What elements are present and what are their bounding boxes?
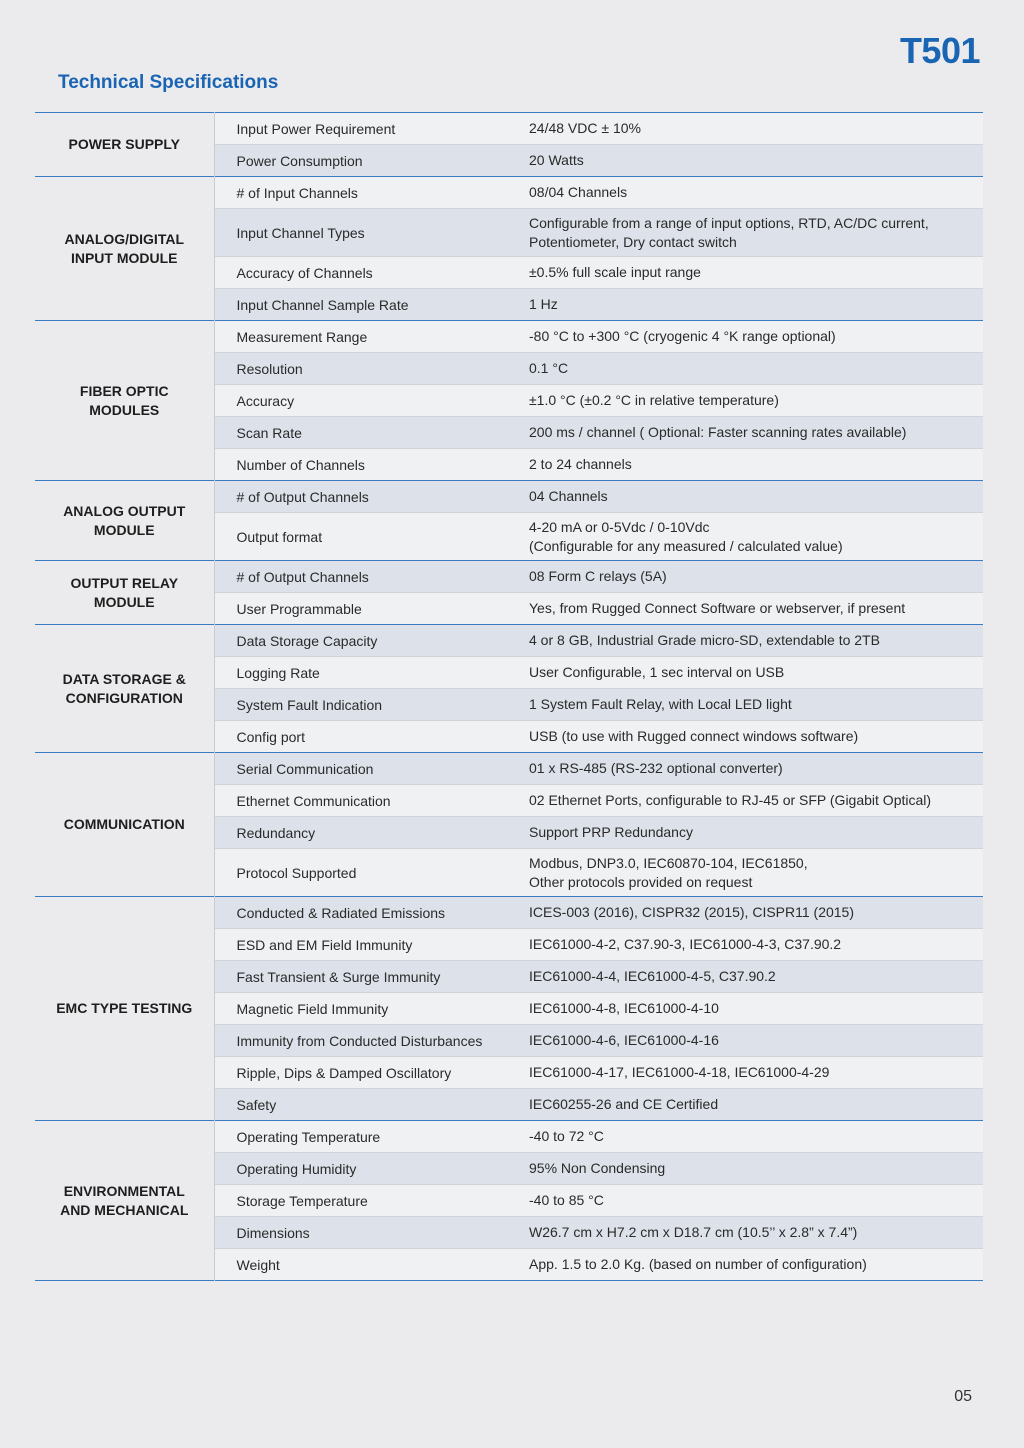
- spec-value-line: W26.7 cm x H7.2 cm x D18.7 cm (10.5’’ x 2.8” x 7.4”): [529, 1224, 858, 1240]
- spec-value-line: 08 Form C relays (5A): [529, 568, 667, 584]
- spec-label: Input Channel Sample Rate: [214, 289, 507, 321]
- spec-value: [507, 1089, 983, 1121]
- category-label: [35, 897, 214, 1121]
- spec-value-line: 0.1 °C: [529, 360, 569, 376]
- spec-label: Conducted & Radiated Emissions: [214, 897, 507, 929]
- spec-value-line: Configurable from a range of input options, RTD, AC/DC current,: [529, 214, 929, 231]
- spec-value-line: User Configurable, 1 sec interval on USB: [529, 664, 785, 680]
- spec-value-line: (Configurable for any measured / calculated value): [529, 537, 843, 554]
- spec-label: Power Consumption: [214, 145, 507, 177]
- spec-value: [507, 1025, 983, 1057]
- spec-value: [507, 561, 983, 593]
- spec-value: [507, 385, 983, 417]
- category-line: EMC TYPE TESTING: [56, 1000, 193, 1016]
- spec-value-line: 4 or 8 GB, Industrial Grade micro-SD, extendable to 2TB: [529, 632, 880, 648]
- product-model-title: T501: [899, 30, 980, 71]
- spec-value-line: 2 to 24 channels: [529, 456, 632, 472]
- spec-value-line: IEC61000-4-2, C37.90-3, IEC61000-4-3, C37.90.2: [529, 936, 842, 952]
- table-row: [35, 625, 983, 657]
- spec-label: Ethernet Communication: [214, 785, 507, 817]
- spec-value-line: Modbus, DNP3.0, IEC60870-104, IEC61850,: [529, 854, 808, 871]
- spec-group: [35, 753, 983, 897]
- spec-value-line: ±0.5% full scale input range: [529, 264, 701, 280]
- spec-label: Magnetic Field Immunity: [214, 993, 507, 1025]
- spec-value: [507, 817, 983, 849]
- table-row: [35, 1121, 983, 1153]
- spec-value-line: Other protocols provided on request: [529, 873, 753, 890]
- category-line: POWER SUPPLY: [68, 136, 180, 152]
- spec-label: Accuracy: [214, 385, 507, 417]
- spec-value: [507, 353, 983, 385]
- table-row: [35, 753, 983, 785]
- spec-value: [507, 993, 983, 1025]
- category-label: [35, 177, 214, 321]
- spec-group: [35, 321, 983, 481]
- spec-value-line: 20 Watts: [529, 152, 584, 168]
- spec-value-line: 04 Channels: [529, 488, 608, 504]
- spec-label: Config port: [214, 721, 507, 753]
- spec-label: Weight: [214, 1249, 507, 1281]
- spec-value: [507, 1153, 983, 1185]
- spec-value: [507, 257, 983, 289]
- spec-value-line: 1 Hz: [529, 296, 558, 312]
- spec-group: [35, 481, 983, 561]
- spec-label: Measurement Range: [214, 321, 507, 353]
- spec-value-line: 02 Ethernet Ports, configurable to RJ-45 or SFP (Gigabit Optical): [529, 792, 932, 808]
- spec-label: Serial Communication: [214, 753, 507, 785]
- spec-label: System Fault Indication: [214, 689, 507, 721]
- spec-label: Input Channel Types: [214, 209, 507, 257]
- spec-group: [35, 625, 983, 753]
- spec-value: [507, 1249, 983, 1281]
- spec-value-line: IEC61000-4-17, IEC61000-4-18, IEC61000-4-29: [529, 1064, 830, 1080]
- spec-value: [507, 961, 983, 993]
- spec-value-line: IEC60255-26 and CE Certified: [529, 1096, 719, 1112]
- spec-value: [507, 513, 983, 561]
- spec-label: Accuracy of Channels: [214, 257, 507, 289]
- spec-value-line: 1 System Fault Relay, with Local LED light: [529, 696, 792, 712]
- spec-value-line: -40 to 85 °C: [529, 1192, 604, 1208]
- spec-label: Operating Humidity: [214, 1153, 507, 1185]
- section-title: Technical Specifications: [58, 72, 279, 93]
- spec-value: [507, 177, 983, 209]
- category-line: CONFIGURATION: [65, 689, 183, 706]
- spec-label: Dimensions: [214, 1217, 507, 1249]
- category-line: ANALOG OUTPUT: [63, 502, 186, 519]
- spec-value: [507, 929, 983, 961]
- spec-value: [507, 721, 983, 753]
- category-line: MODULES: [89, 401, 160, 418]
- spec-label: Ripple, Dips & Damped Oscillatory: [214, 1057, 507, 1089]
- spec-value-line: Support PRP Redundancy: [529, 824, 693, 840]
- spec-value: [507, 289, 983, 321]
- spec-value: [507, 1185, 983, 1217]
- spec-label: # of Input Channels: [214, 177, 507, 209]
- spec-label: Input Power Requirement: [214, 113, 507, 145]
- spec-group: [35, 561, 983, 625]
- spec-value: [507, 625, 983, 657]
- spec-value: [507, 689, 983, 721]
- spec-value-line: 200 ms / channel ( Optional: Faster scanning rates available): [529, 424, 907, 440]
- table-row: [35, 177, 983, 209]
- category-line: FIBER OPTIC: [79, 382, 169, 399]
- spec-group: [35, 177, 983, 321]
- spec-value: [507, 145, 983, 177]
- spec-value: [507, 417, 983, 449]
- spec-value: [507, 481, 983, 513]
- spec-value: [507, 209, 983, 257]
- spec-value: [507, 785, 983, 817]
- category-line: DATA STORAGE &: [62, 670, 186, 687]
- spec-value-line: 95% Non Condensing: [529, 1160, 666, 1176]
- category-label: [35, 1121, 214, 1281]
- spec-value-line: -40 to 72 °C: [529, 1128, 604, 1144]
- spec-label: Redundancy: [214, 817, 507, 849]
- table-row: [35, 481, 983, 513]
- spec-value-line: 24/48 VDC ± 10%: [529, 120, 641, 136]
- spec-label: Storage Temperature: [214, 1185, 507, 1217]
- spec-label: Data Storage Capacity: [214, 625, 507, 657]
- spec-label: User Programmable: [214, 593, 507, 625]
- spec-value-line: IEC61000-4-8, IEC61000-4-10: [529, 1000, 719, 1016]
- spec-value: [507, 897, 983, 929]
- spec-value-line: IEC61000-4-6, IEC61000-4-16: [529, 1032, 719, 1048]
- spec-value: [507, 113, 983, 145]
- spec-label: Immunity from Conducted Disturbances: [214, 1025, 507, 1057]
- spec-group: [35, 897, 983, 1121]
- category-line: ANALOG/DIGITAL: [64, 230, 184, 247]
- category-line: OUTPUT RELAY: [70, 574, 179, 591]
- spec-group: [35, 113, 983, 177]
- spec-value: [507, 753, 983, 785]
- spec-value: [507, 593, 983, 625]
- spec-value-line: App. 1.5 to 2.0 Kg. (based on number of configuration): [529, 1256, 867, 1272]
- spec-label: Safety: [214, 1089, 507, 1121]
- category-label: [35, 561, 214, 625]
- spec-value-line: 4-20 mA or 0-5Vdc / 0-10Vdc: [529, 518, 710, 535]
- spec-label: # of Output Channels: [214, 561, 507, 593]
- spec-value-line: Potentiometer, Dry contact switch: [529, 233, 737, 250]
- spec-value: [507, 449, 983, 481]
- spec-value-line: ICES-003 (2016), CISPR32 (2015), CISPR11 (2015): [529, 904, 855, 920]
- category-line: INPUT MODULE: [70, 249, 178, 266]
- table-row: [35, 113, 983, 145]
- spec-value-line: USB (to use with Rugged connect windows software): [529, 728, 859, 744]
- page-number: 05: [954, 1388, 972, 1405]
- table-row: [35, 561, 983, 593]
- table-row: [35, 321, 983, 353]
- category-label: [35, 481, 214, 561]
- category-line: ENVIRONMENTAL: [63, 1182, 185, 1199]
- spec-value: [507, 849, 983, 897]
- spec-label: Number of Channels: [214, 449, 507, 481]
- spec-value: [507, 1121, 983, 1153]
- category-label: [35, 625, 214, 753]
- spec-label: Protocol Supported: [214, 849, 507, 897]
- category-line: MODULE: [93, 593, 155, 610]
- spec-label: Logging Rate: [214, 657, 507, 689]
- spec-label: Output format: [214, 513, 507, 561]
- category-line: AND MECHANICAL: [60, 1201, 189, 1218]
- spec-value-line: Yes, from Rugged Connect Software or webserver, if present: [529, 600, 906, 616]
- category-label: [35, 113, 214, 177]
- spec-label: Scan Rate: [214, 417, 507, 449]
- technical-specifications-table: [35, 112, 983, 1281]
- spec-label: Fast Transient & Surge Immunity: [214, 961, 507, 993]
- category-line: COMMUNICATION: [63, 816, 185, 832]
- spec-label: Resolution: [214, 353, 507, 385]
- spec-group: [35, 1121, 983, 1281]
- spec-value: [507, 657, 983, 689]
- category-label: [35, 321, 214, 481]
- spec-label: Operating Temperature: [214, 1121, 507, 1153]
- spec-value-line: 01 x RS-485 (RS-232 optional converter): [529, 760, 783, 776]
- spec-value: [507, 1057, 983, 1089]
- spec-label: # of Output Channels: [214, 481, 507, 513]
- spec-value-line: -80 °C to +300 °C (cryogenic 4 °K range optional): [529, 328, 836, 344]
- spec-value-line: 08/04 Channels: [529, 184, 628, 200]
- spec-value-line: IEC61000-4-4, IEC61000-4-5, C37.90.2: [529, 968, 776, 984]
- category-line: MODULE: [93, 521, 155, 538]
- spec-value-line: ±1.0 °C (±0.2 °C in relative temperature): [529, 392, 779, 408]
- category-label: [35, 753, 214, 897]
- table-row: [35, 897, 983, 929]
- spec-value: [507, 1217, 983, 1249]
- spec-value: [507, 321, 983, 353]
- spec-label: ESD and EM Field Immunity: [214, 929, 507, 961]
